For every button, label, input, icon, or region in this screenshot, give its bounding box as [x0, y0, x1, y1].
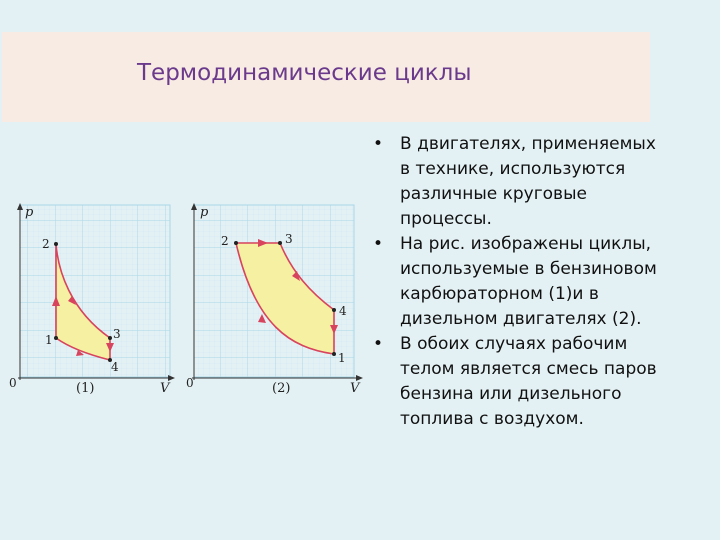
pv-diagrams: [0, 195, 368, 405]
bullet-text: На рис. изображены циклы, используемые в бензиновом карбюраторном (1)и в дизельном двигателях (2).: [400, 234, 657, 329]
otto-point-1-label: 1: [45, 333, 53, 347]
diesel-point-2-label: 2: [221, 234, 229, 248]
diesel-origin-label: 0: [186, 376, 194, 390]
diesel-point-1-marker: [332, 352, 336, 356]
otto-cycle-diagram: [9, 205, 172, 396]
diesel-point-3-marker: [278, 241, 282, 245]
bullet-text: В двигателях, применяемых в технике, используются различные круговые процессы.: [400, 134, 656, 229]
otto-point-2-marker: [54, 242, 58, 246]
diesel-point-1-label: 1: [338, 351, 346, 365]
otto-caption: (1): [76, 381, 95, 396]
diesel-caption: (2): [272, 381, 291, 396]
otto-point-2-label: 2: [42, 237, 50, 251]
otto-p-label: p: [25, 205, 34, 220]
bullet-marker: •: [372, 334, 384, 354]
otto-point-1-marker: [54, 336, 58, 340]
otto-v-label: V: [160, 381, 170, 396]
slide-title: Термодинамические циклы: [137, 60, 472, 86]
diesel-p-label: p: [200, 205, 209, 220]
title-banner: [2, 32, 650, 122]
otto-point-4-label: 4: [111, 360, 119, 374]
otto-origin-label: 0: [9, 376, 17, 390]
bullet-item: [368, 132, 668, 232]
bullet-list: [368, 132, 668, 432]
otto-point-3-marker: [108, 336, 112, 340]
bullet-marker: •: [372, 234, 384, 254]
otto-point-3-label: 3: [113, 327, 121, 341]
diesel-cycle-diagram: [186, 205, 361, 396]
diesel-point-2-marker: [234, 241, 238, 245]
bullet-item: [368, 332, 668, 432]
bullet-marker: •: [372, 134, 384, 154]
diesel-v-label: V: [350, 381, 360, 396]
diesel-point-3-label: 3: [285, 232, 293, 246]
bullet-item: [368, 232, 668, 332]
diesel-point-4-label: 4: [339, 304, 347, 318]
diesel-point-4-marker: [332, 308, 336, 312]
bullet-text: В обоих случаях рабочим телом является смесь паров бензина или дизельного топлива с воздухом.: [400, 334, 657, 429]
